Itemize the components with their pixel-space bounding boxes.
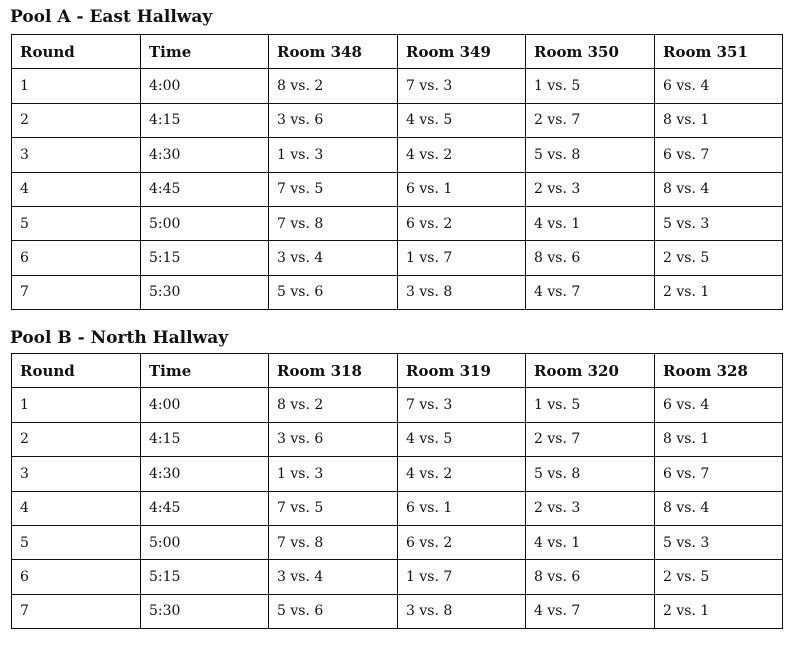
table-row bbox=[12, 69, 783, 103]
round-cell: 7 bbox=[12, 275, 141, 309]
round-cell: 7 bbox=[12, 594, 141, 628]
match-cell: 2 vs. 5 bbox=[655, 560, 783, 594]
match-cell: 7 vs. 8 bbox=[269, 206, 398, 240]
round-cell: 1 bbox=[12, 69, 141, 103]
round-cell: 2 bbox=[12, 422, 141, 456]
pool-a-title: Pool A - East Hallway bbox=[10, 7, 213, 27]
match-cell: 1 vs. 3 bbox=[269, 457, 398, 491]
match-cell: 3 vs. 8 bbox=[398, 594, 526, 628]
column-header-room-328: Room 328 bbox=[655, 354, 783, 388]
match-cell: 7 vs. 3 bbox=[398, 69, 526, 103]
column-header-room-319: Room 319 bbox=[398, 354, 526, 388]
match-cell: 6 vs. 4 bbox=[655, 388, 783, 422]
table-row bbox=[12, 457, 783, 491]
column-header-round: Round bbox=[12, 354, 141, 388]
time-cell: 5:30 bbox=[141, 275, 269, 309]
match-cell: 8 vs. 6 bbox=[526, 560, 655, 594]
time-cell: 5:15 bbox=[141, 560, 269, 594]
match-cell: 8 vs. 4 bbox=[655, 491, 783, 525]
match-cell: 8 vs. 1 bbox=[655, 422, 783, 456]
round-cell: 4 bbox=[12, 172, 141, 206]
match-cell: 3 vs. 6 bbox=[269, 103, 398, 137]
match-cell: 3 vs. 8 bbox=[398, 275, 526, 309]
time-cell: 4:45 bbox=[141, 491, 269, 525]
time-cell: 4:30 bbox=[141, 138, 269, 172]
column-header-room-349: Room 349 bbox=[398, 35, 526, 69]
match-cell: 3 vs. 6 bbox=[269, 422, 398, 456]
match-cell: 2 vs. 7 bbox=[526, 103, 655, 137]
match-cell: 5 vs. 8 bbox=[526, 138, 655, 172]
match-cell: 6 vs. 7 bbox=[655, 457, 783, 491]
time-cell: 4:15 bbox=[141, 422, 269, 456]
table-row bbox=[12, 241, 783, 275]
match-cell: 8 vs. 4 bbox=[655, 172, 783, 206]
match-cell: 8 vs. 6 bbox=[526, 241, 655, 275]
time-cell: 5:15 bbox=[141, 241, 269, 275]
match-cell: 7 vs. 3 bbox=[398, 388, 526, 422]
table-row bbox=[12, 422, 783, 456]
match-cell: 4 vs. 2 bbox=[398, 457, 526, 491]
match-cell: 6 vs. 2 bbox=[398, 525, 526, 559]
round-cell: 5 bbox=[12, 206, 141, 240]
match-cell: 4 vs. 2 bbox=[398, 138, 526, 172]
table-header-row bbox=[12, 354, 783, 388]
column-header-room-350: Room 350 bbox=[526, 35, 655, 69]
column-header-room-348: Room 348 bbox=[269, 35, 398, 69]
pool-b-table bbox=[11, 353, 783, 629]
match-cell: 6 vs. 1 bbox=[398, 491, 526, 525]
table-row bbox=[12, 560, 783, 594]
match-cell: 4 vs. 5 bbox=[398, 103, 526, 137]
round-cell: 6 bbox=[12, 241, 141, 275]
match-cell: 3 vs. 4 bbox=[269, 241, 398, 275]
match-cell: 2 vs. 5 bbox=[655, 241, 783, 275]
table-row bbox=[12, 594, 783, 628]
match-cell: 2 vs. 7 bbox=[526, 422, 655, 456]
match-cell: 2 vs. 1 bbox=[655, 594, 783, 628]
round-cell: 5 bbox=[12, 525, 141, 559]
match-cell: 8 vs. 2 bbox=[269, 388, 398, 422]
match-cell: 2 vs. 1 bbox=[655, 275, 783, 309]
match-cell: 6 vs. 7 bbox=[655, 138, 783, 172]
match-cell: 5 vs. 8 bbox=[526, 457, 655, 491]
time-cell: 4:45 bbox=[141, 172, 269, 206]
time-cell: 4:30 bbox=[141, 457, 269, 491]
table-row bbox=[12, 491, 783, 525]
round-cell: 6 bbox=[12, 560, 141, 594]
match-cell: 1 vs. 5 bbox=[526, 388, 655, 422]
match-cell: 8 vs. 1 bbox=[655, 103, 783, 137]
pool-b-rows bbox=[12, 388, 783, 629]
time-cell: 4:15 bbox=[141, 103, 269, 137]
pool-a-rows bbox=[12, 69, 783, 310]
match-cell: 4 vs. 5 bbox=[398, 422, 526, 456]
table-row bbox=[12, 275, 783, 309]
table-row bbox=[12, 525, 783, 559]
match-cell: 5 vs. 3 bbox=[655, 206, 783, 240]
table-row bbox=[12, 172, 783, 206]
match-cell: 6 vs. 4 bbox=[655, 69, 783, 103]
round-cell: 4 bbox=[12, 491, 141, 525]
match-cell: 1 vs. 7 bbox=[398, 560, 526, 594]
match-cell: 7 vs. 8 bbox=[269, 525, 398, 559]
match-cell: 8 vs. 2 bbox=[269, 69, 398, 103]
match-cell: 4 vs. 1 bbox=[526, 206, 655, 240]
match-cell: 5 vs. 6 bbox=[269, 594, 398, 628]
match-cell: 4 vs. 7 bbox=[526, 275, 655, 309]
round-cell: 1 bbox=[12, 388, 141, 422]
column-header-room-351: Room 351 bbox=[655, 35, 783, 69]
match-cell: 5 vs. 6 bbox=[269, 275, 398, 309]
column-header-time: Time bbox=[141, 354, 269, 388]
time-cell: 4:00 bbox=[141, 69, 269, 103]
match-cell: 4 vs. 7 bbox=[526, 594, 655, 628]
match-cell: 7 vs. 5 bbox=[269, 491, 398, 525]
column-header-time: Time bbox=[141, 35, 269, 69]
round-cell: 3 bbox=[12, 138, 141, 172]
table-row bbox=[12, 206, 783, 240]
match-cell: 4 vs. 1 bbox=[526, 525, 655, 559]
time-cell: 5:00 bbox=[141, 525, 269, 559]
match-cell: 2 vs. 3 bbox=[526, 491, 655, 525]
match-cell: 2 vs. 3 bbox=[526, 172, 655, 206]
time-cell: 5:30 bbox=[141, 594, 269, 628]
column-header-room-318: Room 318 bbox=[269, 354, 398, 388]
round-cell: 3 bbox=[12, 457, 141, 491]
match-cell: 3 vs. 4 bbox=[269, 560, 398, 594]
time-cell: 4:00 bbox=[141, 388, 269, 422]
column-header-room-320: Room 320 bbox=[526, 354, 655, 388]
pool-b-title: Pool B - North Hallway bbox=[10, 328, 229, 348]
match-cell: 1 vs. 3 bbox=[269, 138, 398, 172]
match-cell: 6 vs. 1 bbox=[398, 172, 526, 206]
match-cell: 6 vs. 2 bbox=[398, 206, 526, 240]
column-header-round: Round bbox=[12, 35, 141, 69]
table-header-row bbox=[12, 35, 783, 69]
time-cell: 5:00 bbox=[141, 206, 269, 240]
table-row bbox=[12, 388, 783, 422]
match-cell: 1 vs. 5 bbox=[526, 69, 655, 103]
match-cell: 1 vs. 7 bbox=[398, 241, 526, 275]
pool-a-table bbox=[11, 34, 783, 310]
round-cell: 2 bbox=[12, 103, 141, 137]
table-row bbox=[12, 138, 783, 172]
table-row bbox=[12, 103, 783, 137]
match-cell: 5 vs. 3 bbox=[655, 525, 783, 559]
match-cell: 7 vs. 5 bbox=[269, 172, 398, 206]
